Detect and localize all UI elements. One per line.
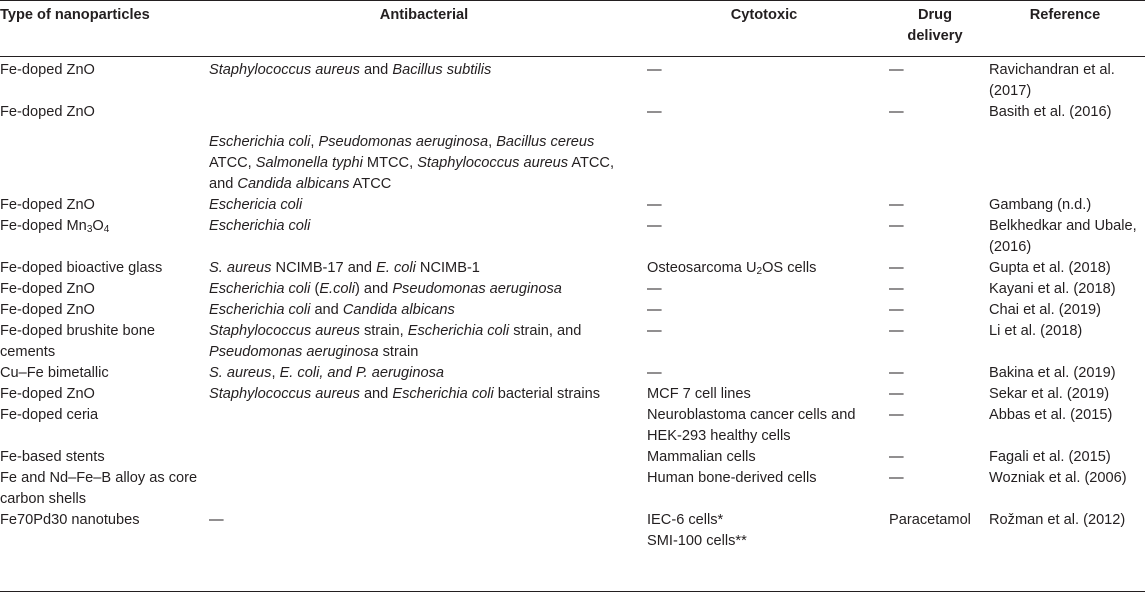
cell-drug-delivery: — bbox=[889, 281, 904, 297]
table-row bbox=[0, 321, 1145, 363]
cell-reference: Belkhedkar and Ubale, (2016) bbox=[989, 218, 1137, 255]
cell-type: Cu–Fe bimetallic bbox=[0, 365, 109, 381]
cell-cytotoxic: — bbox=[647, 323, 662, 339]
cell-antibacterial: Escherichia coli, Pseudomonas aeruginosa, Bacillus cereus ATCC, Salmonella typhi MTCC, Staphylococcus aureus ATCC, and Candida albicans ATCC bbox=[209, 134, 615, 192]
table-row bbox=[0, 384, 1145, 405]
cell-antibacterial: Escherichia coli and Candida albicans bbox=[209, 302, 455, 318]
cell-cytotoxic: Osteosarcoma $U_2OS$ cells bbox=[647, 260, 817, 277]
cell-cytotoxic: — bbox=[647, 197, 662, 213]
table-row bbox=[0, 60, 1145, 102]
table-row bbox=[0, 447, 1145, 468]
cell-antibacterial bbox=[205, 447, 643, 468]
cell-drug-delivery: — bbox=[889, 365, 904, 381]
table-row bbox=[0, 468, 1145, 510]
cell-reference: Bakina et al. (2019) bbox=[989, 365, 1116, 381]
cell-type: Fe-doped brushite bone cements bbox=[0, 323, 155, 360]
cell-antibacterial: Eschericia coli bbox=[209, 197, 303, 213]
cell-drug-delivery: — bbox=[889, 302, 904, 318]
cell-drug-delivery: — bbox=[889, 470, 904, 486]
header-cytotoxic: Cytotoxic bbox=[730, 7, 798, 23]
cell-cytotoxic: IEC-6 cells* SMI-100 cells** bbox=[647, 512, 747, 549]
table-body bbox=[0, 60, 1145, 552]
header-type: Type of nanoparticles bbox=[0, 7, 150, 23]
cell-drug-delivery bbox=[885, 123, 985, 195]
cell-drug-delivery: — bbox=[889, 218, 904, 234]
cell-reference: Wozniak et al. (2006) bbox=[989, 470, 1127, 486]
cell-cytotoxic: — bbox=[647, 104, 662, 120]
cell-type bbox=[0, 123, 205, 195]
cell-drug-delivery: — bbox=[889, 407, 904, 423]
cell-reference: Ravichandran et al. (2017) bbox=[989, 62, 1115, 99]
cell-type: Fe-based stents bbox=[0, 449, 105, 465]
header-reference: Reference bbox=[1029, 7, 1101, 23]
cell-reference bbox=[985, 123, 1145, 195]
cell-antibacterial bbox=[205, 468, 643, 510]
cell-type: Fe-doped ZnO bbox=[0, 302, 95, 318]
cell-type: Fe-doped ZnO bbox=[0, 62, 95, 78]
cell-cytotoxic: Human bone-derived cells bbox=[647, 470, 817, 486]
cell-type: Fe70Pd30 nanotubes bbox=[0, 512, 140, 528]
cell-drug-delivery: — bbox=[889, 449, 904, 465]
cell-antibacterial: Escherichia coli bbox=[209, 218, 311, 234]
cell-cytotoxic: Neuroblastoma cancer cells and HEK-293 healthy cells bbox=[647, 407, 856, 444]
header-antibacterial: Antibacterial bbox=[379, 7, 469, 23]
table-row bbox=[0, 510, 1145, 552]
cell-drug-delivery: — bbox=[889, 62, 904, 78]
cell-cytotoxic: — bbox=[647, 281, 662, 297]
cell-cytotoxic: — bbox=[647, 302, 662, 318]
cell-antibacterial bbox=[205, 405, 643, 447]
cell-cytotoxic: — bbox=[647, 218, 662, 234]
cell-cytotoxic: — bbox=[647, 62, 662, 78]
cell-reference: Chai et al. (2019) bbox=[989, 302, 1101, 318]
table-row bbox=[0, 123, 1145, 195]
cell-antibacterial: S. aureus NCIMB-17 and E. coli NCIMB-1 bbox=[209, 260, 480, 276]
cell-reference: Fagali et al. (2015) bbox=[989, 449, 1111, 465]
cell-cytotoxic: — bbox=[647, 365, 662, 381]
cell-drug-delivery: Paracetamol bbox=[889, 512, 971, 528]
cell-antibacterial: Staphylococcus aureus strain, Escherichia coli strain, and Pseudomonas aeruginosa strain bbox=[209, 323, 582, 360]
cell-antibacterial: Staphylococcus aureus and Escherichia coli bacterial strains bbox=[209, 386, 601, 402]
cell-reference: Rožman et al. (2012) bbox=[989, 512, 1126, 528]
cell-antibacterial: Escherichia coli (E.coli) and Pseudomonas aeruginosa bbox=[209, 281, 562, 297]
table-row bbox=[0, 258, 1145, 279]
data-table bbox=[0, 5, 1145, 552]
table-row bbox=[0, 279, 1145, 300]
cell-reference: Sekar et al. (2019) bbox=[989, 386, 1110, 402]
cell-drug-delivery: — bbox=[889, 197, 904, 213]
cell-cytotoxic bbox=[643, 123, 885, 195]
cell-antibacterial: — bbox=[209, 512, 224, 528]
cell-cytotoxic: MCF 7 cell lines bbox=[647, 386, 751, 402]
cell-antibacterial: S. aureus, E. coli, and P. aeruginosa bbox=[209, 365, 445, 381]
cell-type: Fe-doped ceria bbox=[0, 407, 99, 423]
header-row bbox=[0, 5, 1145, 60]
cell-reference: Li et al. (2018) bbox=[989, 323, 1083, 339]
cell-type: Fe-doped $Mn_3O_4$ bbox=[0, 218, 110, 235]
cell-type: Fe-doped ZnO bbox=[0, 281, 95, 297]
cell-type: Fe-doped ZnO bbox=[0, 104, 95, 120]
cell-reference: Basith et al. (2016) bbox=[989, 104, 1112, 120]
table-row bbox=[0, 195, 1145, 216]
table-row bbox=[0, 102, 1145, 123]
header-drug-delivery: Drug delivery bbox=[907, 7, 963, 44]
cell-drug-delivery: — bbox=[889, 260, 904, 276]
cell-reference: Abbas et al. (2015) bbox=[989, 407, 1113, 423]
cell-type: Fe-doped bioactive glass bbox=[0, 260, 163, 276]
table-row bbox=[0, 363, 1145, 384]
cell-reference: Gupta et al. (2018) bbox=[989, 260, 1111, 276]
top-rule bbox=[0, 0, 1145, 1]
cell-drug-delivery: — bbox=[889, 104, 904, 120]
cell-cytotoxic: Mammalian cells bbox=[647, 449, 756, 465]
cell-type: Fe-doped ZnO bbox=[0, 197, 95, 213]
cell-drug-delivery: — bbox=[889, 386, 904, 402]
cell-type: Fe and Nd–Fe–B alloy as core carbon shells bbox=[0, 470, 198, 507]
cell-reference: Kayani et al. (2018) bbox=[989, 281, 1116, 297]
table-row bbox=[0, 216, 1145, 258]
table-row bbox=[0, 405, 1145, 447]
cell-type: Fe-doped ZnO bbox=[0, 386, 95, 402]
cell-drug-delivery: — bbox=[889, 323, 904, 339]
cell-reference: Gambang (n.d.) bbox=[989, 197, 1092, 213]
cell-antibacterial bbox=[205, 102, 643, 123]
table-row bbox=[0, 300, 1145, 321]
cell-antibacterial: Staphylococcus aureus and Bacillus subtilis bbox=[209, 62, 492, 78]
